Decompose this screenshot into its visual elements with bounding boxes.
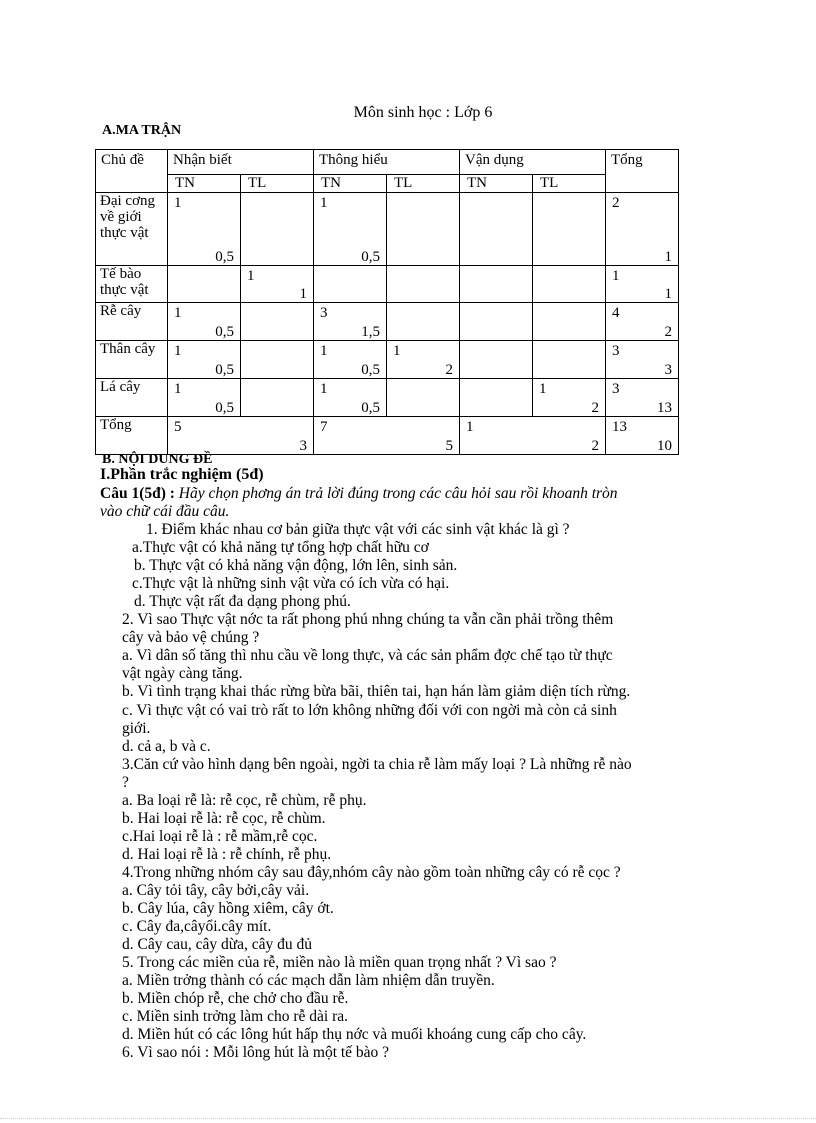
matrix-cell [460, 193, 533, 266]
page-footer-line [0, 1118, 816, 1119]
matrix-cell [314, 303, 387, 341]
row-label: Thân cây [96, 341, 168, 379]
matrix-row [96, 341, 679, 379]
cell-points: 0,5 [215, 324, 234, 340]
question-line: 3.Căn cứ vào hình dạng bên ngoài, ngời ta chia rễ làm mấy loại ? Là những rễ nào [122, 755, 632, 773]
matrix-heading: A.MA TRẬN [102, 123, 182, 138]
cell-points: 1 [664, 249, 672, 265]
question-line: a. Vì dân số tăng thì nhu cầu về long thực, và các sản phẩm đợc chế tạo từ thực [122, 647, 613, 665]
cell-count: 1 [466, 419, 474, 435]
matrix-cell [168, 266, 241, 303]
matrix-cell [387, 303, 460, 341]
sub-header: TL [387, 175, 460, 193]
cell-count: 3 [320, 305, 328, 321]
cell-count: 4 [612, 305, 620, 321]
part-i-heading: I.Phần trắc nghiệm (5đ) [100, 466, 264, 483]
page-title: Môn sinh học : Lớp 6 [353, 104, 493, 121]
cell-points: 0,5 [361, 400, 380, 416]
cell-count: 1 [174, 381, 182, 397]
question-line: c. Miền sinh trởng làm cho rễ dài ra. [122, 1008, 348, 1026]
cell-count: 1 [320, 343, 328, 359]
matrix-cell [241, 341, 314, 379]
question-line: b. Vì tình trạng khai thác rừng bừa bãi, thiên tai, hạn hán làm giảm diện tích rừng. [122, 683, 631, 701]
cell-count: 13 [612, 419, 627, 435]
cell-count: 1 [320, 381, 328, 397]
cell-points: 2 [664, 324, 672, 340]
matrix-cell [314, 193, 387, 266]
question-line: a. Miền trởng thành có các mạch dẫn làm nhiệm dẫn truyền. [122, 972, 495, 990]
matrix-cell [460, 341, 533, 379]
matrix-cell [314, 417, 460, 455]
question-line: d. Cây cau, cây dừa, cây đu đủ [122, 936, 313, 954]
cell-count: 1 [393, 343, 401, 359]
question-line: a. Ba loại rễ là: rễ cọc, rễ chùm, rễ phụ. [122, 791, 367, 809]
question-line: d. Thực vật rất đa dạng phong phú. [134, 593, 351, 611]
matrix-cell [606, 303, 679, 341]
matrix-cell [387, 341, 460, 379]
matrix-row [96, 379, 679, 417]
matrix-cell [460, 379, 533, 417]
cell-count: 2 [612, 195, 620, 211]
row-label: Rễ cây [96, 303, 168, 341]
question-line: b. Hai loại rễ là: rễ cọc, rễ chùm. [122, 809, 326, 827]
cell-points: 3 [664, 362, 672, 378]
cell-points: 13 [657, 400, 672, 416]
matrix-cell [533, 266, 606, 303]
cell-points: 0,5 [215, 362, 234, 378]
matrix-cell [533, 341, 606, 379]
sub-header: TN [314, 175, 387, 193]
matrix-cell [314, 266, 387, 303]
question-line: c. Cây đa,câyổi.cây mít. [122, 918, 272, 936]
cell-count: 1 [174, 305, 182, 321]
cell-points: 3 [299, 438, 307, 454]
cell-points: 0,5 [215, 400, 234, 416]
question-line: 1. Điểm khác nhau cơ bản giữa thực vật với các sinh vật khác là gì ? [146, 521, 570, 538]
matrix-cell [241, 303, 314, 341]
question-line: c.Thực vật là những sinh vật vừa có ích vừa có hại. [132, 575, 450, 593]
question-line: 2. Vì sao Thực vật nớc ta rất phong phú nhng chúng ta vẫn cần phải trồng thêm [122, 611, 614, 629]
sub-header: TL [533, 175, 606, 193]
matrix-cell [606, 193, 679, 266]
question-line: ? [122, 773, 129, 791]
cell-points: 2 [591, 438, 599, 454]
matrix-cell [314, 341, 387, 379]
cell-points: 0,5 [215, 249, 234, 265]
matrix-row [96, 193, 679, 266]
cell-points: 0,5 [361, 249, 380, 265]
question-1-instruction: Câu 1(5đ) : Hãy chọn phơng án trả lời đúng trong các câu hỏi sau rồi khoanh tròn [100, 485, 618, 502]
matrix-cell [606, 266, 679, 303]
matrix-cell [460, 417, 606, 455]
question-line: c.Hai loại rễ là : rễ mầm,rễ cọc. [122, 827, 318, 845]
cell-points: 2 [445, 362, 453, 378]
matrix-cell [387, 379, 460, 417]
cell-count: 1 [247, 268, 255, 284]
question-line: b. Thực vật có khả năng vận động, lớn lên, sinh sản. [134, 557, 458, 575]
question-line: d. cả a, b và c. [122, 737, 211, 755]
matrix-row [96, 303, 679, 341]
cell-points: 10 [657, 438, 672, 454]
cell-points: 0,5 [361, 362, 380, 378]
matrix-cell [460, 303, 533, 341]
matrix-cell [533, 193, 606, 266]
header-van-dung: Vận dụng [460, 150, 606, 175]
header-thong-hieu: Thông hiểu [314, 150, 460, 175]
matrix-cell [168, 303, 241, 341]
sub-header: TN [168, 175, 241, 193]
row-label: Đại cơng về giới thực vật [96, 193, 168, 266]
row-label: Tế bào thực vật [96, 266, 168, 303]
cell-count: 7 [320, 419, 328, 435]
matrix-row [96, 266, 679, 303]
matrix-cell [168, 379, 241, 417]
row-label: Lá cây [96, 379, 168, 417]
question-line: vật ngày càng tăng. [122, 665, 243, 683]
question-line: giới. [122, 719, 151, 737]
matrix-table [95, 149, 679, 455]
cell-points: 1,5 [361, 324, 380, 340]
cell-count: 1 [174, 343, 182, 359]
matrix-cell [460, 266, 533, 303]
cell-points: 1 [664, 286, 672, 302]
question-line: d. Miền hút có các lông hút hấp thụ nớc và muối khoáng cung cấp cho cây. [122, 1026, 587, 1044]
matrix-cell [533, 379, 606, 417]
matrix-cell [606, 379, 679, 417]
question-line: a.Thực vật có khả năng tự tổng hợp chất hữu cơ [132, 539, 429, 557]
cell-count: 3 [612, 343, 620, 359]
cell-count: 1 [612, 268, 620, 284]
matrix-cell [606, 417, 679, 455]
matrix-cell [168, 417, 314, 455]
question-line: cây và bảo vệ chúng ? [122, 629, 260, 647]
cell-count: 1 [320, 195, 328, 211]
question-line: 4.Trong những nhóm cây sau đây,nhóm cây nào gồm toàn những cây có rễ cọc ? [122, 863, 621, 881]
question-line: 6. Vì sao nói : Mỗi lông hút là một tế bào ? [122, 1044, 390, 1062]
matrix-cell [241, 193, 314, 266]
sub-header: TN [460, 175, 533, 193]
header-tong: Tổng [606, 150, 679, 193]
header-nhan-biet: Nhận biết [168, 150, 314, 175]
question-line: c. Vì thực vật có vai trò rất to lớn không những đối với con ngời mà còn cả sinh [122, 701, 617, 719]
matrix-row [96, 417, 679, 455]
cell-count: 1 [174, 195, 182, 211]
matrix-cell [241, 379, 314, 417]
question-1-instruction-cont: vào chữ cái đầu câu. [100, 503, 230, 520]
sub-header: TL [241, 175, 314, 193]
matrix-cell [168, 193, 241, 266]
header-chu-de: Chủ đề [96, 150, 168, 193]
cell-points: 2 [591, 400, 599, 416]
section-b-heading: B. NỘI DUNG ĐỀ [102, 452, 213, 467]
matrix-cell [533, 303, 606, 341]
matrix-cell [387, 193, 460, 266]
row-label: Tổng [96, 417, 168, 455]
cell-count: 3 [612, 381, 620, 397]
question-line: d. Hai loại rễ là : rễ chính, rễ phụ. [122, 845, 332, 863]
question-line: 5. Trong các miền của rễ, miền nào là miền quan trọng nhất ? Vì sao ? [122, 954, 557, 972]
matrix-cell [606, 341, 679, 379]
question-line: b. Miền chóp rễ, che chở cho đầu rễ. [122, 990, 349, 1008]
cell-count: 1 [539, 381, 547, 397]
matrix-cell [168, 341, 241, 379]
cell-count: 5 [174, 419, 182, 435]
matrix-cell [387, 266, 460, 303]
question-line: a. Cây tỏi tây, cây bởi,cây vải. [122, 882, 310, 899]
question-line: b. Cây lúa, cây hồng xiêm, cây ớt. [122, 900, 334, 918]
cell-points: 1 [299, 286, 307, 302]
cell-points: 5 [445, 438, 453, 454]
matrix-cell [314, 379, 387, 417]
matrix-cell [241, 266, 314, 303]
